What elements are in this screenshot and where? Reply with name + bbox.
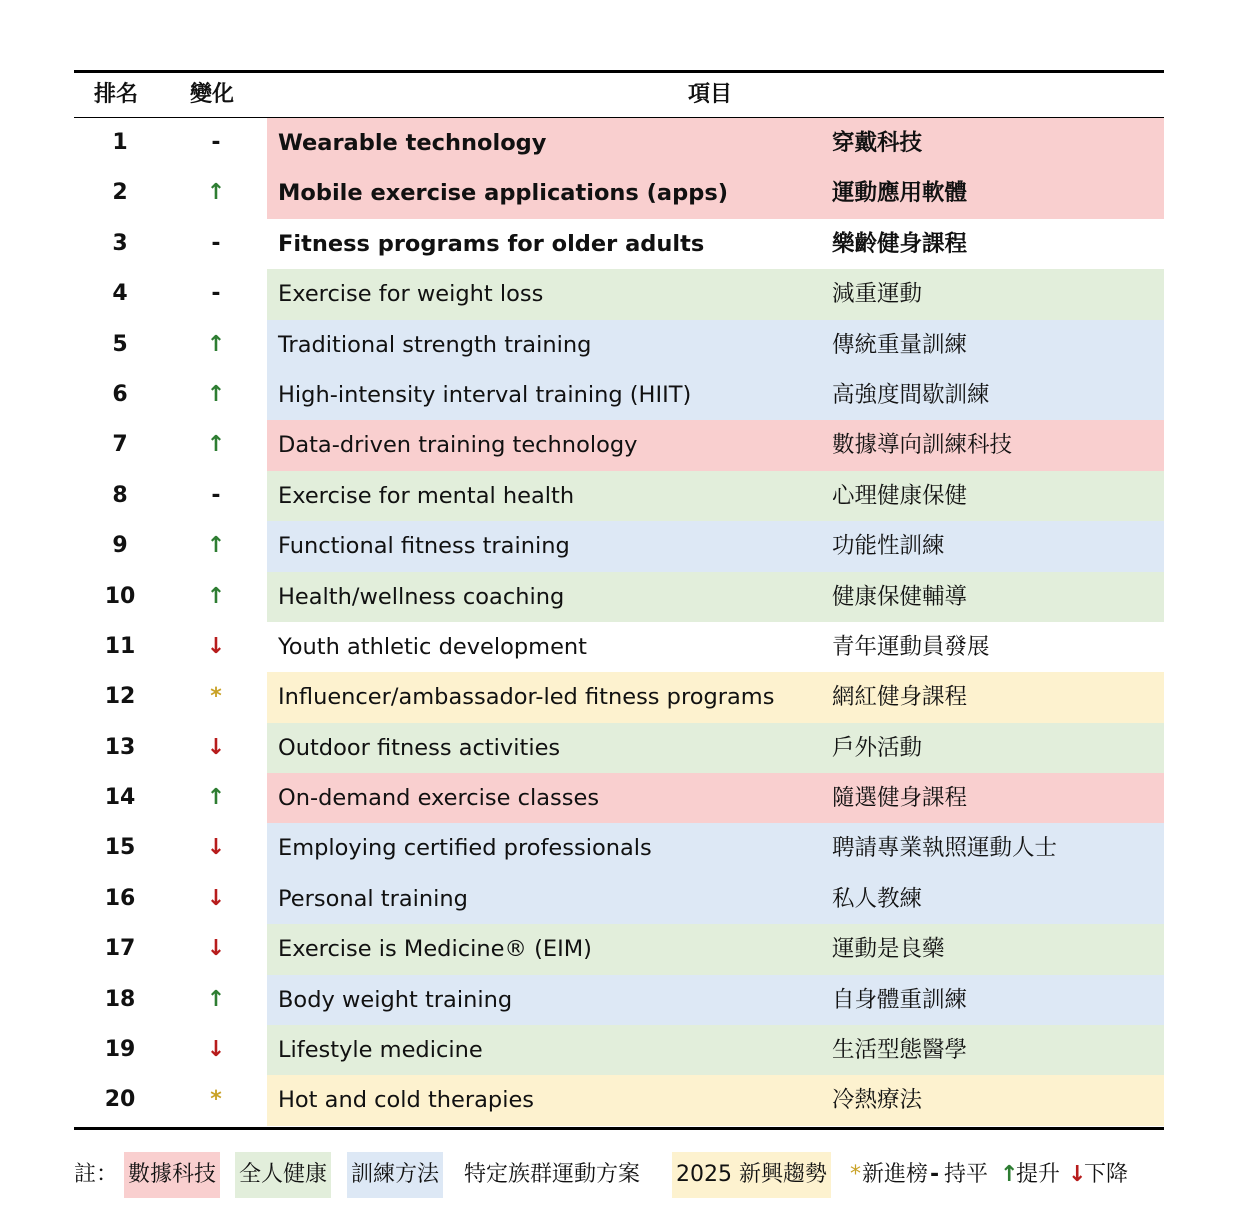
change-up-icon: ↑ <box>206 331 226 357</box>
table-row <box>74 118 1164 168</box>
change-flat-icon: - <box>211 281 221 307</box>
item-english: Body weight training <box>278 986 513 1013</box>
trend-table-body <box>74 118 1164 1126</box>
change-down-icon: ↓ <box>206 734 226 760</box>
item-chinese: 運動應用軟體 <box>832 180 968 207</box>
table-row <box>74 672 1164 722</box>
rank-cell: 10 <box>104 583 136 609</box>
change-new-icon: * <box>210 1087 222 1113</box>
rank-cell: 17 <box>104 936 136 962</box>
item-english: Outdoor fitness activities <box>278 734 561 761</box>
table-row <box>74 874 1164 924</box>
header-item: 項目 <box>688 82 733 107</box>
change-up-icon: ↑ <box>206 180 226 206</box>
item-english: Mobile exercise applications (apps) <box>278 180 728 207</box>
item-chinese: 穿戴科技 <box>832 130 923 156</box>
change-new-icon: * <box>210 684 222 710</box>
change-up-icon: ↑ <box>206 432 226 458</box>
legend-down-symbol: ↓ <box>1068 1162 1087 1187</box>
item-chinese: 運動是良藥 <box>832 936 945 963</box>
table-row <box>74 521 1164 571</box>
change-down-icon: ↓ <box>206 633 226 659</box>
rank-cell: 12 <box>104 684 136 710</box>
change-flat-icon: - <box>211 130 221 155</box>
item-chinese: 戶外活動 <box>832 734 923 761</box>
change-up-icon: ↑ <box>206 381 226 407</box>
item-chinese: 心理健康保健 <box>832 482 968 509</box>
change-up-icon: ↑ <box>206 583 226 609</box>
legend <box>74 1152 1174 1198</box>
table-row <box>74 622 1164 672</box>
table-row <box>74 370 1164 420</box>
rank-cell: 8 <box>112 482 128 508</box>
item-chinese: 隨選健身課程 <box>832 785 968 812</box>
table-row <box>74 219 1164 269</box>
rank-cell: 20 <box>104 1087 136 1113</box>
rank-cell: 2 <box>112 180 128 206</box>
table-row <box>74 269 1164 319</box>
legend-new-label: 新進榜 <box>862 1162 929 1187</box>
rank-cell: 1 <box>112 130 128 155</box>
legend-down-label: 下降 <box>1084 1162 1129 1187</box>
item-english: Exercise for weight loss <box>278 281 544 308</box>
item-chinese: 冷熱療法 <box>832 1087 923 1114</box>
item-english: Employing certified professionals <box>278 835 652 862</box>
rank-cell: 16 <box>104 885 136 911</box>
item-chinese: 私人教練 <box>832 885 923 912</box>
table-row <box>74 924 1164 974</box>
item-english: Hot and cold therapies <box>278 1087 535 1114</box>
rank-cell: 19 <box>104 1037 136 1063</box>
item-english: Lifestyle medicine <box>278 1037 483 1064</box>
rank-cell: 11 <box>104 633 136 659</box>
table-row <box>74 823 1164 873</box>
legend-new-symbol: * <box>850 1162 861 1187</box>
rank-cell: 3 <box>112 230 128 256</box>
table-row <box>74 773 1164 823</box>
table-row <box>74 723 1164 773</box>
rank-cell: 5 <box>112 331 128 357</box>
item-chinese: 自身體重訓練 <box>832 986 968 1013</box>
header-change: 變化 <box>190 82 235 107</box>
legend-note: 註： <box>74 1162 119 1187</box>
rank-cell: 18 <box>104 986 136 1012</box>
rank-cell: 6 <box>112 381 128 407</box>
legend-flat-label: 持平 <box>944 1162 989 1187</box>
change-up-icon: ↑ <box>206 986 226 1012</box>
table-header <box>74 73 1164 118</box>
item-english: Influencer/ambassador-led fitness programs <box>278 684 775 711</box>
table-row <box>74 168 1164 218</box>
item-chinese: 數據導向訓練科技 <box>832 432 1013 459</box>
change-down-icon: ↓ <box>206 936 226 962</box>
item-english: Exercise for mental health <box>278 482 575 509</box>
item-chinese: 生活型態醫學 <box>832 1037 968 1064</box>
item-chinese: 功能性訓練 <box>832 533 945 560</box>
legend-special: 特定族群運動方案 <box>460 1152 644 1198</box>
legend-up-symbol: ↑ <box>1000 1162 1019 1187</box>
table-row <box>74 420 1164 470</box>
rank-cell: 7 <box>112 432 128 458</box>
item-english: On-demand exercise classes <box>278 785 600 812</box>
item-english: Traditional strength training <box>278 331 592 358</box>
item-english: Exercise is Medicine® (EIM) <box>278 936 592 963</box>
item-english: Personal training <box>278 885 468 912</box>
table-row <box>74 572 1164 622</box>
item-chinese: 青年運動員發展 <box>832 633 990 660</box>
item-english: High-intensity interval training (HIIT) <box>278 381 692 408</box>
item-chinese: 樂齡健身課程 <box>832 230 968 257</box>
item-english: Health/wellness coaching <box>278 583 565 610</box>
item-english: Data-driven training technology <box>278 432 638 459</box>
item-english: Youth athletic development <box>278 633 588 660</box>
legend-emerging: 2025 新興趨勢 <box>672 1152 831 1198</box>
legend-tech: 數據科技 <box>124 1152 220 1198</box>
rank-cell: 4 <box>112 281 128 307</box>
rank-cell: 13 <box>104 734 136 760</box>
legend-health: 全人健康 <box>235 1152 331 1198</box>
table-row <box>74 320 1164 370</box>
item-chinese: 高強度間歇訓練 <box>832 381 990 408</box>
legend-up-label: 提升 <box>1016 1162 1061 1187</box>
table-row <box>74 471 1164 521</box>
table-bottom-rule <box>74 1127 1164 1130</box>
change-up-icon: ↑ <box>206 533 226 559</box>
item-chinese: 網紅健身課程 <box>832 684 968 711</box>
item-chinese: 傳統重量訓練 <box>832 331 968 358</box>
item-chinese: 減重運動 <box>832 281 923 308</box>
change-down-icon: ↓ <box>206 1037 226 1063</box>
table-row <box>74 1075 1164 1125</box>
legend-flat-symbol: - <box>930 1162 940 1187</box>
change-up-icon: ↑ <box>206 785 226 811</box>
change-flat-icon: - <box>211 230 221 256</box>
item-english: Fitness programs for older adults <box>278 230 705 257</box>
rank-cell: 15 <box>104 835 136 861</box>
change-down-icon: ↓ <box>206 885 226 911</box>
item-english: Wearable technology <box>278 130 547 156</box>
item-english: Functional fitness training <box>278 533 570 560</box>
table-row <box>74 1025 1164 1075</box>
legend-method: 訓練方法 <box>347 1152 443 1198</box>
header-rank: 排名 <box>94 82 139 107</box>
item-chinese: 健康保健輔導 <box>832 583 968 610</box>
item-chinese: 聘請專業執照運動人士 <box>832 835 1058 862</box>
table-row <box>74 975 1164 1025</box>
change-down-icon: ↓ <box>206 835 226 861</box>
rank-cell: 9 <box>112 533 128 559</box>
change-flat-icon: - <box>211 482 221 508</box>
rank-cell: 14 <box>104 785 136 811</box>
